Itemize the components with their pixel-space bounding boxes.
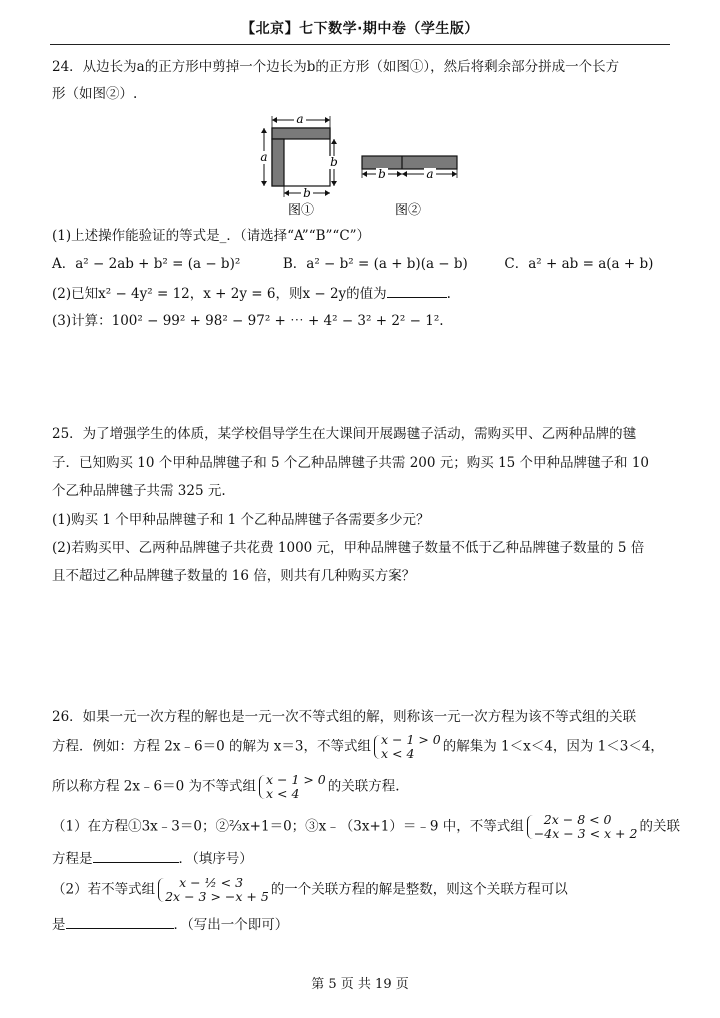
inequality-system-c (157, 876, 269, 904)
system-row: x < 4 (380, 746, 415, 761)
fig1-label-a-left: a (260, 150, 268, 164)
fig1-label-b-right: b (330, 155, 338, 169)
q26-line2-text: 方程．例如：方程 2x﹣6＝0 的解为 x＝3，不等式组 (52, 738, 371, 755)
inequality-system-example-repeat (258, 773, 326, 801)
header-rule (50, 44, 670, 45)
inequality-system-b (526, 813, 638, 841)
q26-sub2-line2-end: ．（写出一个即可） (173, 917, 289, 933)
q24-sub2-text: (2)已知x² − 4y² = 12，x + 2y = 6，则x − 2y的值为 (52, 286, 387, 302)
q24-sub2-end: . (446, 286, 451, 302)
page-number: 第 5 页 共 19 页 (311, 977, 409, 992)
figure-2 (362, 156, 457, 218)
q24-option-c: C．a² + ab = a(a + b) (504, 256, 654, 272)
q24-option-a: A．a² − 2ab + b² = (a − b)² (52, 256, 241, 272)
q24-option-b: B．a² − b² = (a + b)(a − b) (282, 256, 468, 272)
q26-line1: 26．如果一元一次方程的解也是一元一次不等式组的解，则称该一元一次方程为该不等式组的关联 (52, 709, 637, 725)
q26-sub2 (52, 876, 568, 904)
fig2-label-a: a (426, 167, 434, 181)
q25-sub1: (1)购买 1 个甲种品牌毽子和 1 个乙种品牌毽子各需要多少元？ (52, 512, 430, 528)
q24-sub1: (1)上述操作能验证的等式是_．（请选择“A”“B”“C”） (52, 228, 371, 244)
system-row: 2x − 8 < 0 (543, 812, 612, 827)
q26-sub2-answer-blank[interactable] (66, 914, 174, 929)
q26-sub1-line2-end: ．（填序号） (178, 851, 253, 867)
q26-line3-text: 所以称方程 2x﹣6＝0 为不等式组 (52, 778, 256, 795)
q25-sub2-line2: 且不超过乙种品牌毽子数量的 16 倍，则共有几种购买方案？ (52, 568, 416, 584)
q25-sub2-line1: (2)若购买甲、乙两种品牌毽子共花费 1000 元，甲种品牌毽子数量不低于乙种品牌毽子数量的 5 倍 (52, 540, 645, 556)
q24-sub3: (3)计算：100² − 99² + 98² − 97² + ⋯ + 4² − 3² + 2² − 1². (52, 313, 444, 329)
q24-sub2-answer-blank[interactable] (387, 283, 447, 298)
q26-sub2-line2-text: 是 (52, 917, 66, 933)
q26-sub1-end: 的关联 (639, 818, 680, 835)
q25-line1: 25．为了增强学生的体质，某学校倡导学生在大课间开展踢毽子活动，需购买甲、乙两种品牌的毽 (52, 426, 637, 442)
system-row: x − 1 > 0 (380, 732, 441, 747)
q26-line3-end: 的关联方程. (327, 778, 400, 795)
q26-sub2-end: 的一个关联方程的解是整数，则这个关联方程可以 (270, 881, 568, 898)
q26-sub2-line2 (52, 914, 288, 935)
inequality-system-example (373, 733, 441, 761)
q26-line2 (52, 733, 664, 761)
fig1-label-a-top: a (296, 112, 304, 126)
system-row: x < 4 (265, 786, 300, 801)
q25-line2: 子．已知购买 10 个甲种品牌毽子和 5 个乙种品牌毽子共需 200 元；购买 15 个甲种品牌毽子和 10 (52, 455, 650, 471)
q26-sub1-text: （1）在方程①3x﹣3＝0；②⅔x+1＝0；③x﹣（3x+1）＝﹣9 中，不等式组 (52, 818, 524, 835)
system-row: 2x − 3 > −x + 5 (165, 889, 269, 904)
q26-sub2-text: （2）若不等式组 (52, 881, 156, 898)
q24-figures (250, 108, 470, 220)
q26-line3 (52, 773, 400, 801)
q26-sub1 (52, 813, 680, 841)
q24-line2: 形（如图②）. (52, 86, 138, 102)
figure-1-caption: 图① (287, 203, 315, 218)
q24-sub2 (52, 283, 451, 304)
system-row: −4x − 3 < x + 2 (533, 826, 638, 841)
q24-line1: 24．从边长为a的正方形中剪掉一个边长为b的正方形（如图①），然后将剩余部分拼成一个长方 (52, 59, 620, 75)
system-row: x − 1 > 0 (265, 772, 326, 787)
figure-1 (258, 112, 340, 218)
q25-line3: 个乙种品牌毽子共需 325 元. (52, 483, 226, 499)
q24-options (52, 254, 653, 274)
q26-sub1-line2 (52, 848, 253, 869)
q26-sub1-answer-blank[interactable] (93, 848, 179, 863)
system-row: x − ½ < 3 (179, 875, 244, 890)
fig2-label-b: b (378, 167, 386, 181)
figure-2-caption: 图② (394, 203, 422, 218)
fig1-label-b-bottom: b (303, 186, 311, 200)
q26-line2-end: 的解集为 1＜x＜4，因为 1＜3＜4， (442, 738, 664, 755)
page-header: 【北京】七下数学·期中卷（学生版） (241, 21, 479, 37)
q26-sub1-line2-text: 方程是 (52, 851, 93, 867)
